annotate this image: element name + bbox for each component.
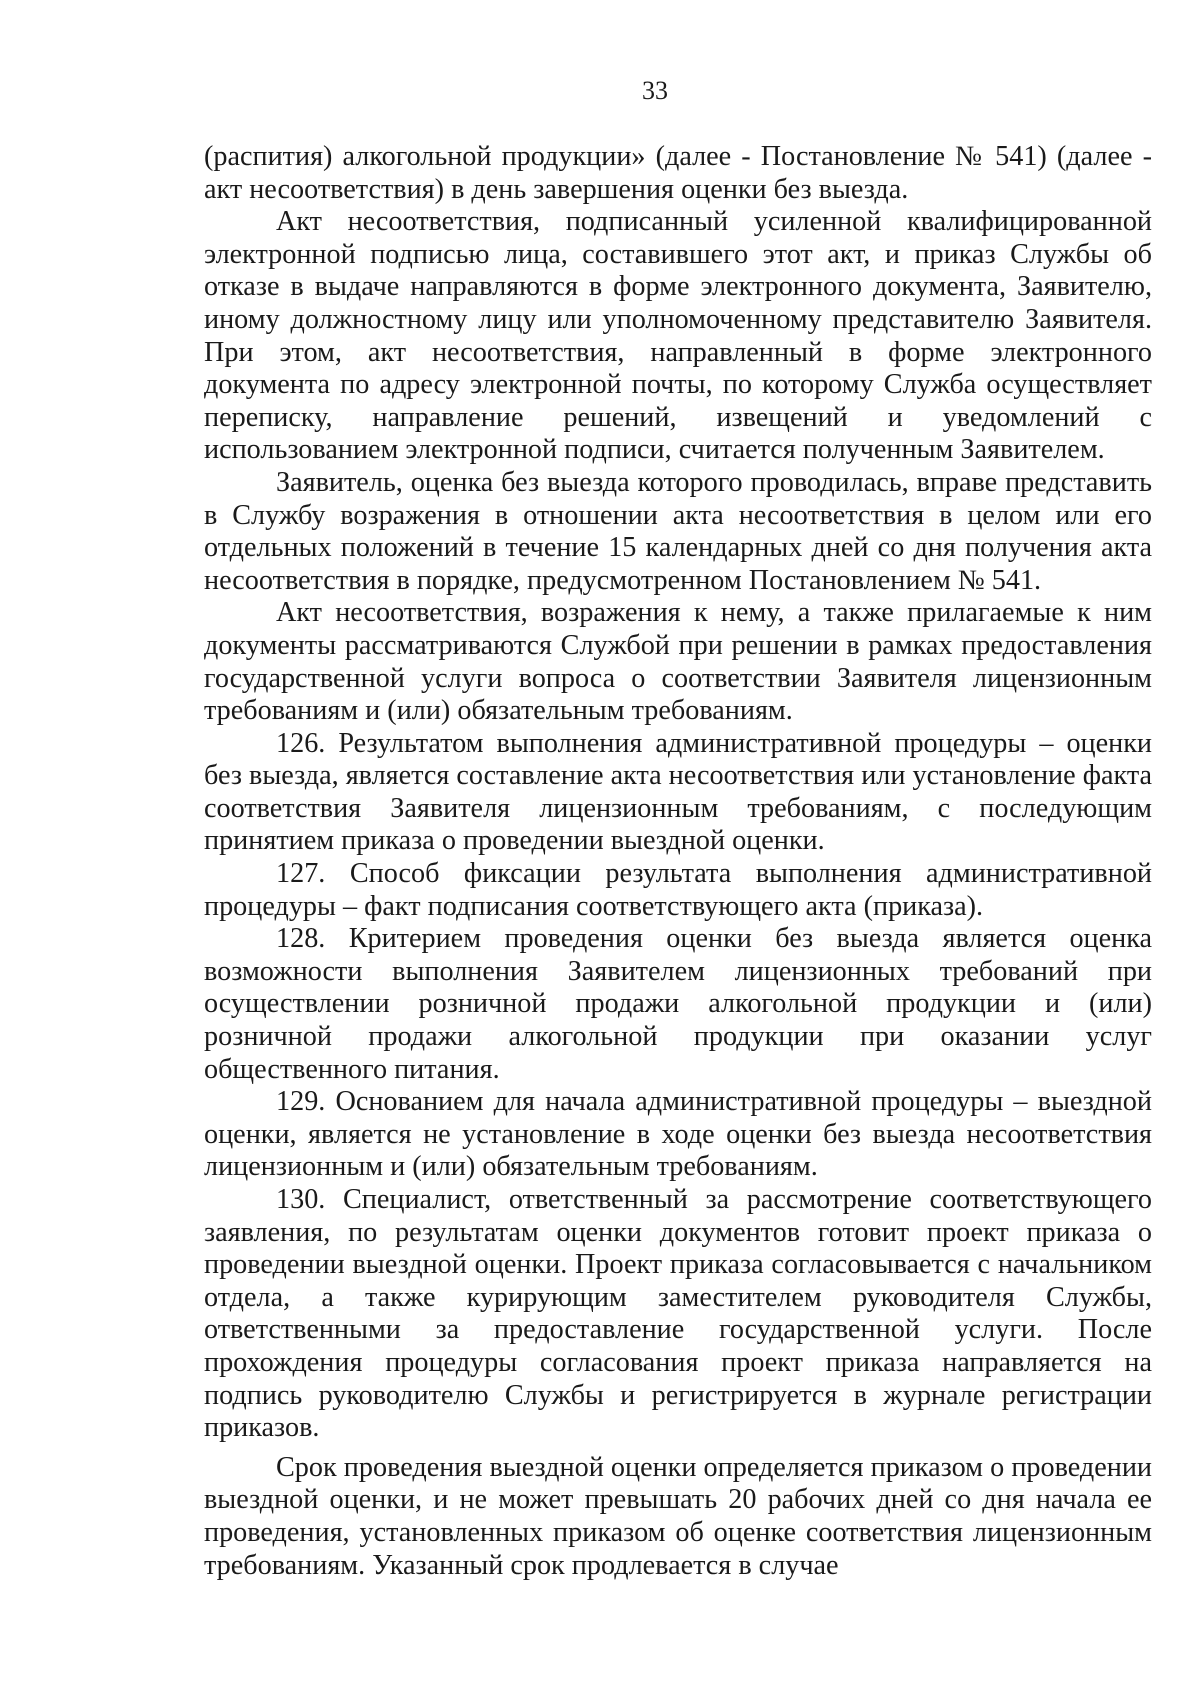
paragraph-continuation: (распития) алкогольной продукции» (далее - Постановление № 541) (далее - акт несоответствия) в день завершения оценки без выезда.	[204, 141, 1152, 205]
paragraph-act-signature: Акт несоответствия, подписанный усиленной квалифицированной электронной подписью лица, составившего этот акт, и приказ Службы об отказе в выдаче направляются в форме электронного документа, Заявителю, иному должностному лицу или уполномоченному представителю Заявителя. При этом, акт несоответствия, направленный в форме электронного документа по адресу электронной почты, по которому Служба осуществляет переписку, направление решений, извещений и уведомлений с использованием электронной подписи, считается полученным Заявителем.	[204, 206, 1152, 466]
paragraph-act-review: Акт несоответствия, возражения к нему, а также прилагаемые к ним документы рассматриваются Службой при решении в рамках предоставления государственной услуги вопроса о соответствии Заявителя лицензионным требованиям и (или) обязательным требованиям.	[204, 597, 1152, 727]
paragraph-term: Срок проведения выездной оценки определяется приказом о проведении выездной оценки, и не может превышать 20 рабочих дней со дня начала ее проведения, установленных приказом об оценке соответствия лицензионным требованиям. Указанный срок продлевается в случае	[204, 1451, 1152, 1581]
paragraph-126: 126. Результатом выполнения административной процедуры – оценки без выезда, является составление акта несоответствия или установление факта соответствия Заявителя лицензионным требованиям, с последующим принятием приказа о проведении выездной оценки.	[204, 727, 1152, 857]
paragraph-objections: Заявитель, оценка без выезда которого проводилась, вправе представить в Службу возражения в отношении акта несоответствия в целом или его отдельных положений в течение 15 календарных дней со дня получения акта несоответствия в порядке, предусмотренном Постановлением № 541.	[204, 466, 1152, 596]
paragraph-129: 129. Основанием для начала административной процедуры – выездной оценки, является не установление в ходе оценки без выезда несоответствия лицензионным и (или) обязательным требованиям.	[204, 1086, 1152, 1183]
paragraph-128: 128. Критерием проведения оценки без выезда является оценка возможности выполнения Заявителем лицензионных требований при осуществлении розничной продажи алкогольной продукции и (или) розничной продажи алкогольной продукции при оказании услуг общественного питания.	[204, 923, 1152, 1085]
document-body	[204, 141, 1152, 1582]
page-number: 33	[642, 76, 668, 105]
paragraph-130: 130. Специалист, ответственный за рассмотрение соответствующего заявления, по результатам оценки документов готовит проект приказа о проведении выездной оценки. Проект приказа согласовывается с начальником отдела, а также курирующим заместителем руководителя Службы, ответственными за предоставление государственной услуги. После прохождения процедуры согласования проект приказа направляется на подпись руководителю Службы и регистрируется в журнале регистрации приказов.	[204, 1184, 1152, 1444]
paragraph-127: 127. Способ фиксации результата выполнения административной процедуры – факт подписания соответствующего акта (приказа).	[204, 858, 1152, 922]
